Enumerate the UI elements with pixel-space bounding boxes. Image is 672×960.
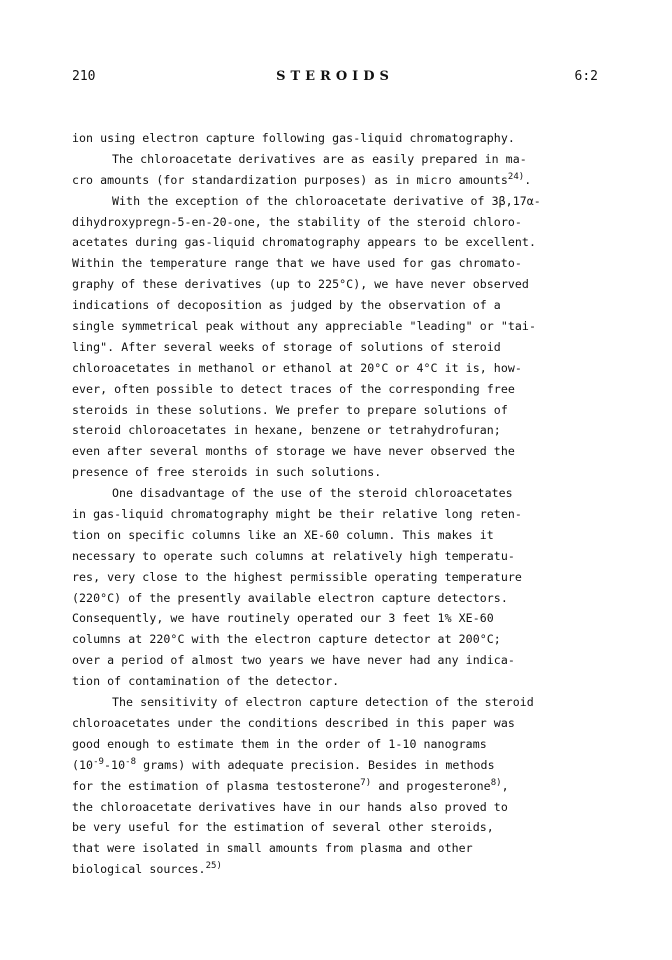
text-line: steroid chloroacetates in hexane, benzene or tetrahydrofuran; <box>72 423 501 438</box>
text-line <box>72 755 602 776</box>
text-line: that were isolated in small amounts from plasma and other <box>72 841 473 856</box>
text-span: and progesterone <box>371 778 491 793</box>
text-line: res, very close to the highest permissible operating temperature <box>72 569 522 584</box>
volume-issue: 6:2 <box>574 69 598 84</box>
citation-ref: 25) <box>205 861 222 872</box>
text-span: grams) with adequate precision. Besides in methods <box>136 757 495 772</box>
citation-ref: 8) <box>490 777 502 788</box>
text-line: The sensitivity of electron capture detection of the steroid <box>112 695 534 710</box>
text-line: The chloroacetate derivatives are as easily prepared in ma- <box>112 151 527 166</box>
text-line: even after several months of storage we have never observed the <box>72 444 515 459</box>
text-span: cro amounts (for standardization purposes) as in micro amounts <box>72 172 508 187</box>
text-line <box>72 170 602 191</box>
exponent: -8 <box>125 756 137 767</box>
citation-ref: 24) <box>507 171 525 182</box>
running-header <box>72 68 598 86</box>
text-span: . <box>524 172 532 187</box>
text-span: biological sources. <box>72 862 206 877</box>
text-span: for the estimation of plasma testosterone <box>72 778 361 793</box>
text-span: , <box>501 778 509 793</box>
text-line: good enough to estimate them in the order of 1-10 nanograms <box>72 736 487 751</box>
text-line: ling". After several weeks of storage of solutions of steroid <box>72 339 501 354</box>
text-line: ever, often possible to detect traces of the corresponding free <box>72 381 515 396</box>
text-line: presence of free steroids in such solutions. <box>72 465 382 480</box>
text-line: chloroacetates in methanol or ethanol at 20°C or 4°C it is, how- <box>72 360 522 375</box>
journal-title: STEROIDS <box>276 69 394 84</box>
text-line: One disadvantage of the use of the steroid chloroacetates <box>112 486 513 501</box>
text-span: (10 <box>72 757 94 772</box>
text-line: tion of contamination of the detector. <box>72 674 340 689</box>
text-line: acetates during gas-liquid chromatography appears to be excellent. <box>72 235 536 250</box>
exponent: -9 <box>93 756 105 767</box>
text-line: be very useful for the estimation of several other steroids, <box>72 820 494 835</box>
text-line: tion on specific columns like an XE-60 column. This makes it <box>72 527 494 542</box>
text-line <box>72 776 602 797</box>
text-line: over a period of almost two years we have never had any indica- <box>72 653 515 668</box>
text-line: With the exception of the chloroacetate derivative of 3β,17α- <box>112 193 541 208</box>
text-line: necessary to operate such columns at relatively high temperatu- <box>72 548 515 563</box>
text-span: -10 <box>104 757 126 772</box>
text-line: graphy of these derivatives (up to 225°C), we have never observed <box>72 277 529 292</box>
text-line: Within the temperature range that we have used for gas chromato- <box>72 256 522 271</box>
text-line: steroids in these solutions. We prefer to prepare solutions of <box>72 402 508 417</box>
text-line <box>72 859 602 880</box>
text-line: ion using electron capture following gas-liquid chromatography. <box>72 131 515 145</box>
text-line: single symmetrical peak without any appreciable "leading" or "tai- <box>72 319 536 334</box>
text-line: dihydroxypregn-5-en-20-one, the stability of the steroid chloro- <box>72 214 522 229</box>
text-line: indications of decoposition as judged by the observation of a <box>72 298 501 313</box>
text-line: (220°C) of the presently available electron capture detectors. <box>72 590 508 605</box>
text-line: in gas-liquid chromatography might be their relative long reten- <box>72 507 522 522</box>
text-line: columns at 220°C with the electron capture detector at 200°C; <box>72 632 501 647</box>
body-text <box>72 128 602 880</box>
text-line: the chloroacetate derivatives have in our hands also proved to <box>72 799 508 814</box>
page-number: 210 <box>72 69 96 84</box>
text-line: Consequently, we have routinely operated our 3 feet 1% XE-60 <box>72 611 494 626</box>
citation-ref: 7) <box>360 777 372 788</box>
text-line: chloroacetates under the conditions described in this paper was <box>72 715 515 730</box>
